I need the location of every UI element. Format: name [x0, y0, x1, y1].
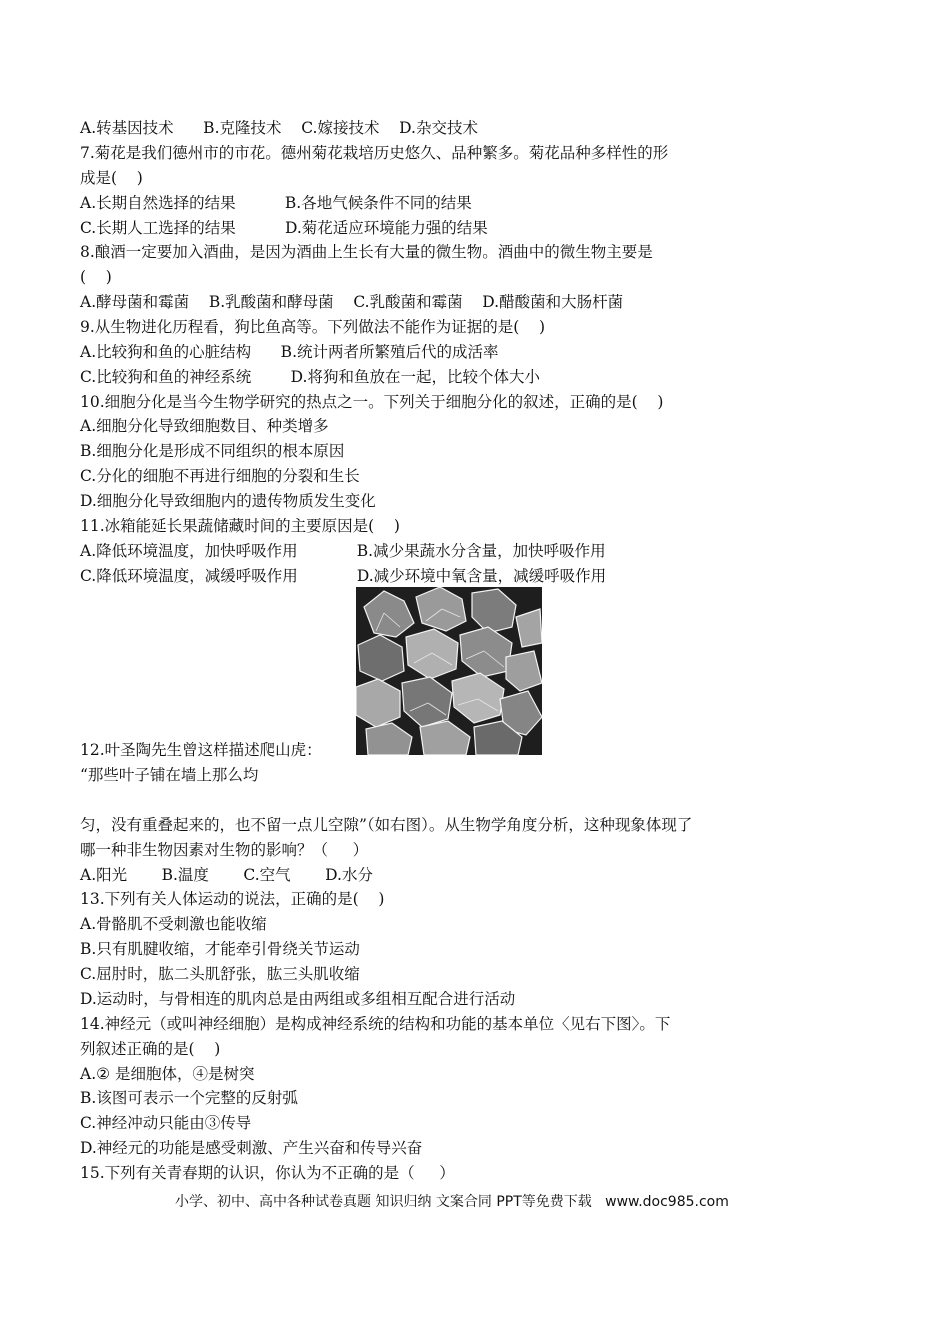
q11-options-ab: A.降低环境温度，加快呼吸作用 B.减少果蔬水分含量，加快呼吸作用: [80, 542, 606, 560]
q11-options-cd: C.降低环境温度，减缓呼吸作用 D.减少环境中氧含量，减缓呼吸作用: [80, 567, 607, 585]
q10-option-c: C.分化的细胞不再进行细胞的分裂和生长: [80, 467, 360, 485]
q12-quote: “那些叶子铺在墙上那么均: [80, 766, 259, 784]
q13-option-c: C.屈肘时，肱二头肌舒张，肱三头肌收缩: [80, 965, 360, 983]
q10-stem: 10.细胞分化是当今生物学研究的热点之一。下列关于细胞分化的叙述，正确的是( ): [80, 393, 664, 411]
q8-stem: 8.酿酒一定要加入酒曲，是因为酒曲上生长有大量的微生物。酒曲中的微生物主要是: [80, 243, 653, 261]
q14-option-a: A.② 是细胞体，④是树突: [80, 1065, 255, 1083]
q15-stem: 15.下列有关青春期的认识，你认为不正确的是（ ）: [80, 1164, 455, 1182]
q9-options-ab: A.比较狗和鱼的心脏结构 B.统计两者所繁殖后代的成活率: [80, 343, 499, 361]
q8-stem-cont: ( ): [80, 268, 112, 286]
q7-options-ab: A.长期自然选择的结果 B.各地气候条件不同的结果: [80, 194, 472, 212]
ivy-leaves-photo: [356, 587, 542, 755]
q13-option-d: D.运动时，与骨相连的肌肉总是由两组或多组相互配合进行活动: [80, 990, 516, 1008]
ivy-leaves-graphic: [356, 587, 542, 755]
q8-options: A.酵母菌和霉菌 B.乳酸菌和酵母菌 C.乳酸菌和霉菌 D.醋酸菌和大肠杆菌: [80, 293, 624, 311]
q14-stem: 14.神经元（或叫神经细胞）是构成神经系统的结构和功能的基本单位〈见右下图〉。下: [80, 1015, 671, 1033]
q13-stem: 13.下列有关人体运动的说法，正确的是( ): [80, 890, 385, 908]
q10-option-a: A.细胞分化导致细胞数目、种类增多: [80, 417, 329, 435]
q12-stem: 12.叶圣陶先生曾这样描述爬山虎：: [80, 741, 322, 759]
q14-option-b: B.该图可表示一个完整的反射弧: [80, 1089, 298, 1107]
q10-option-b: B.细胞分化是形成不同组织的根本原因: [80, 442, 345, 460]
q11-stem: 11.冰箱能延长果蔬储藏时间的主要原因是( ): [80, 517, 400, 535]
q12-stem-cont: 匀，没有重叠起来的，也不留一点儿空隙”（如右图）。从生物学角度分析，这种现象体现了: [80, 816, 693, 834]
q12-options: A.阳光 B.温度 C.空气 D.水分: [80, 866, 373, 884]
q9-stem: 9.从生物进化历程看，狗比鱼高等。下列做法不能作为证据的是( ): [80, 318, 546, 336]
q13-option-a: A.骨骼肌不受刺激也能收缩: [80, 915, 267, 933]
q14-option-c: C.神经冲动只能由③传导: [80, 1114, 252, 1132]
q6-options: A.转基因技术 B.克隆技术 C.嫁接技术 D.杂交技术: [80, 119, 478, 137]
q7-stem-cont: 成是( ): [80, 169, 143, 187]
q7-options-cd: C.长期人工选择的结果 D.菊花适应环境能力强的结果: [80, 219, 488, 237]
q9-options-cd: C.比较狗和鱼的神经系统 D.将狗和鱼放在一起，比较个体大小: [80, 368, 540, 386]
q7-stem: 7.菊花是我们德州市的市花。德州菊花栽培历史悠久、品种繁多。菊花品种多样性的形: [80, 144, 669, 162]
q14-stem-cont: 列叙述正确的是( ): [80, 1040, 221, 1058]
q10-option-d: D.细胞分化导致细胞内的遗传物质发生变化: [80, 492, 376, 510]
footer-download-note: 小学、初中、高中各种试卷真题 知识归纳 文案合同 PPT等免费下载 www.doc985.com: [175, 1194, 729, 1210]
q14-option-d: D.神经元的功能是感受刺激、产生兴奋和传导兴奋: [80, 1139, 423, 1157]
q12-question: 哪一种非生物因素对生物的影响？（ ）: [80, 841, 369, 859]
q13-option-b: B.只有肌腱收缩，才能牵引骨绕关节运动: [80, 940, 360, 958]
